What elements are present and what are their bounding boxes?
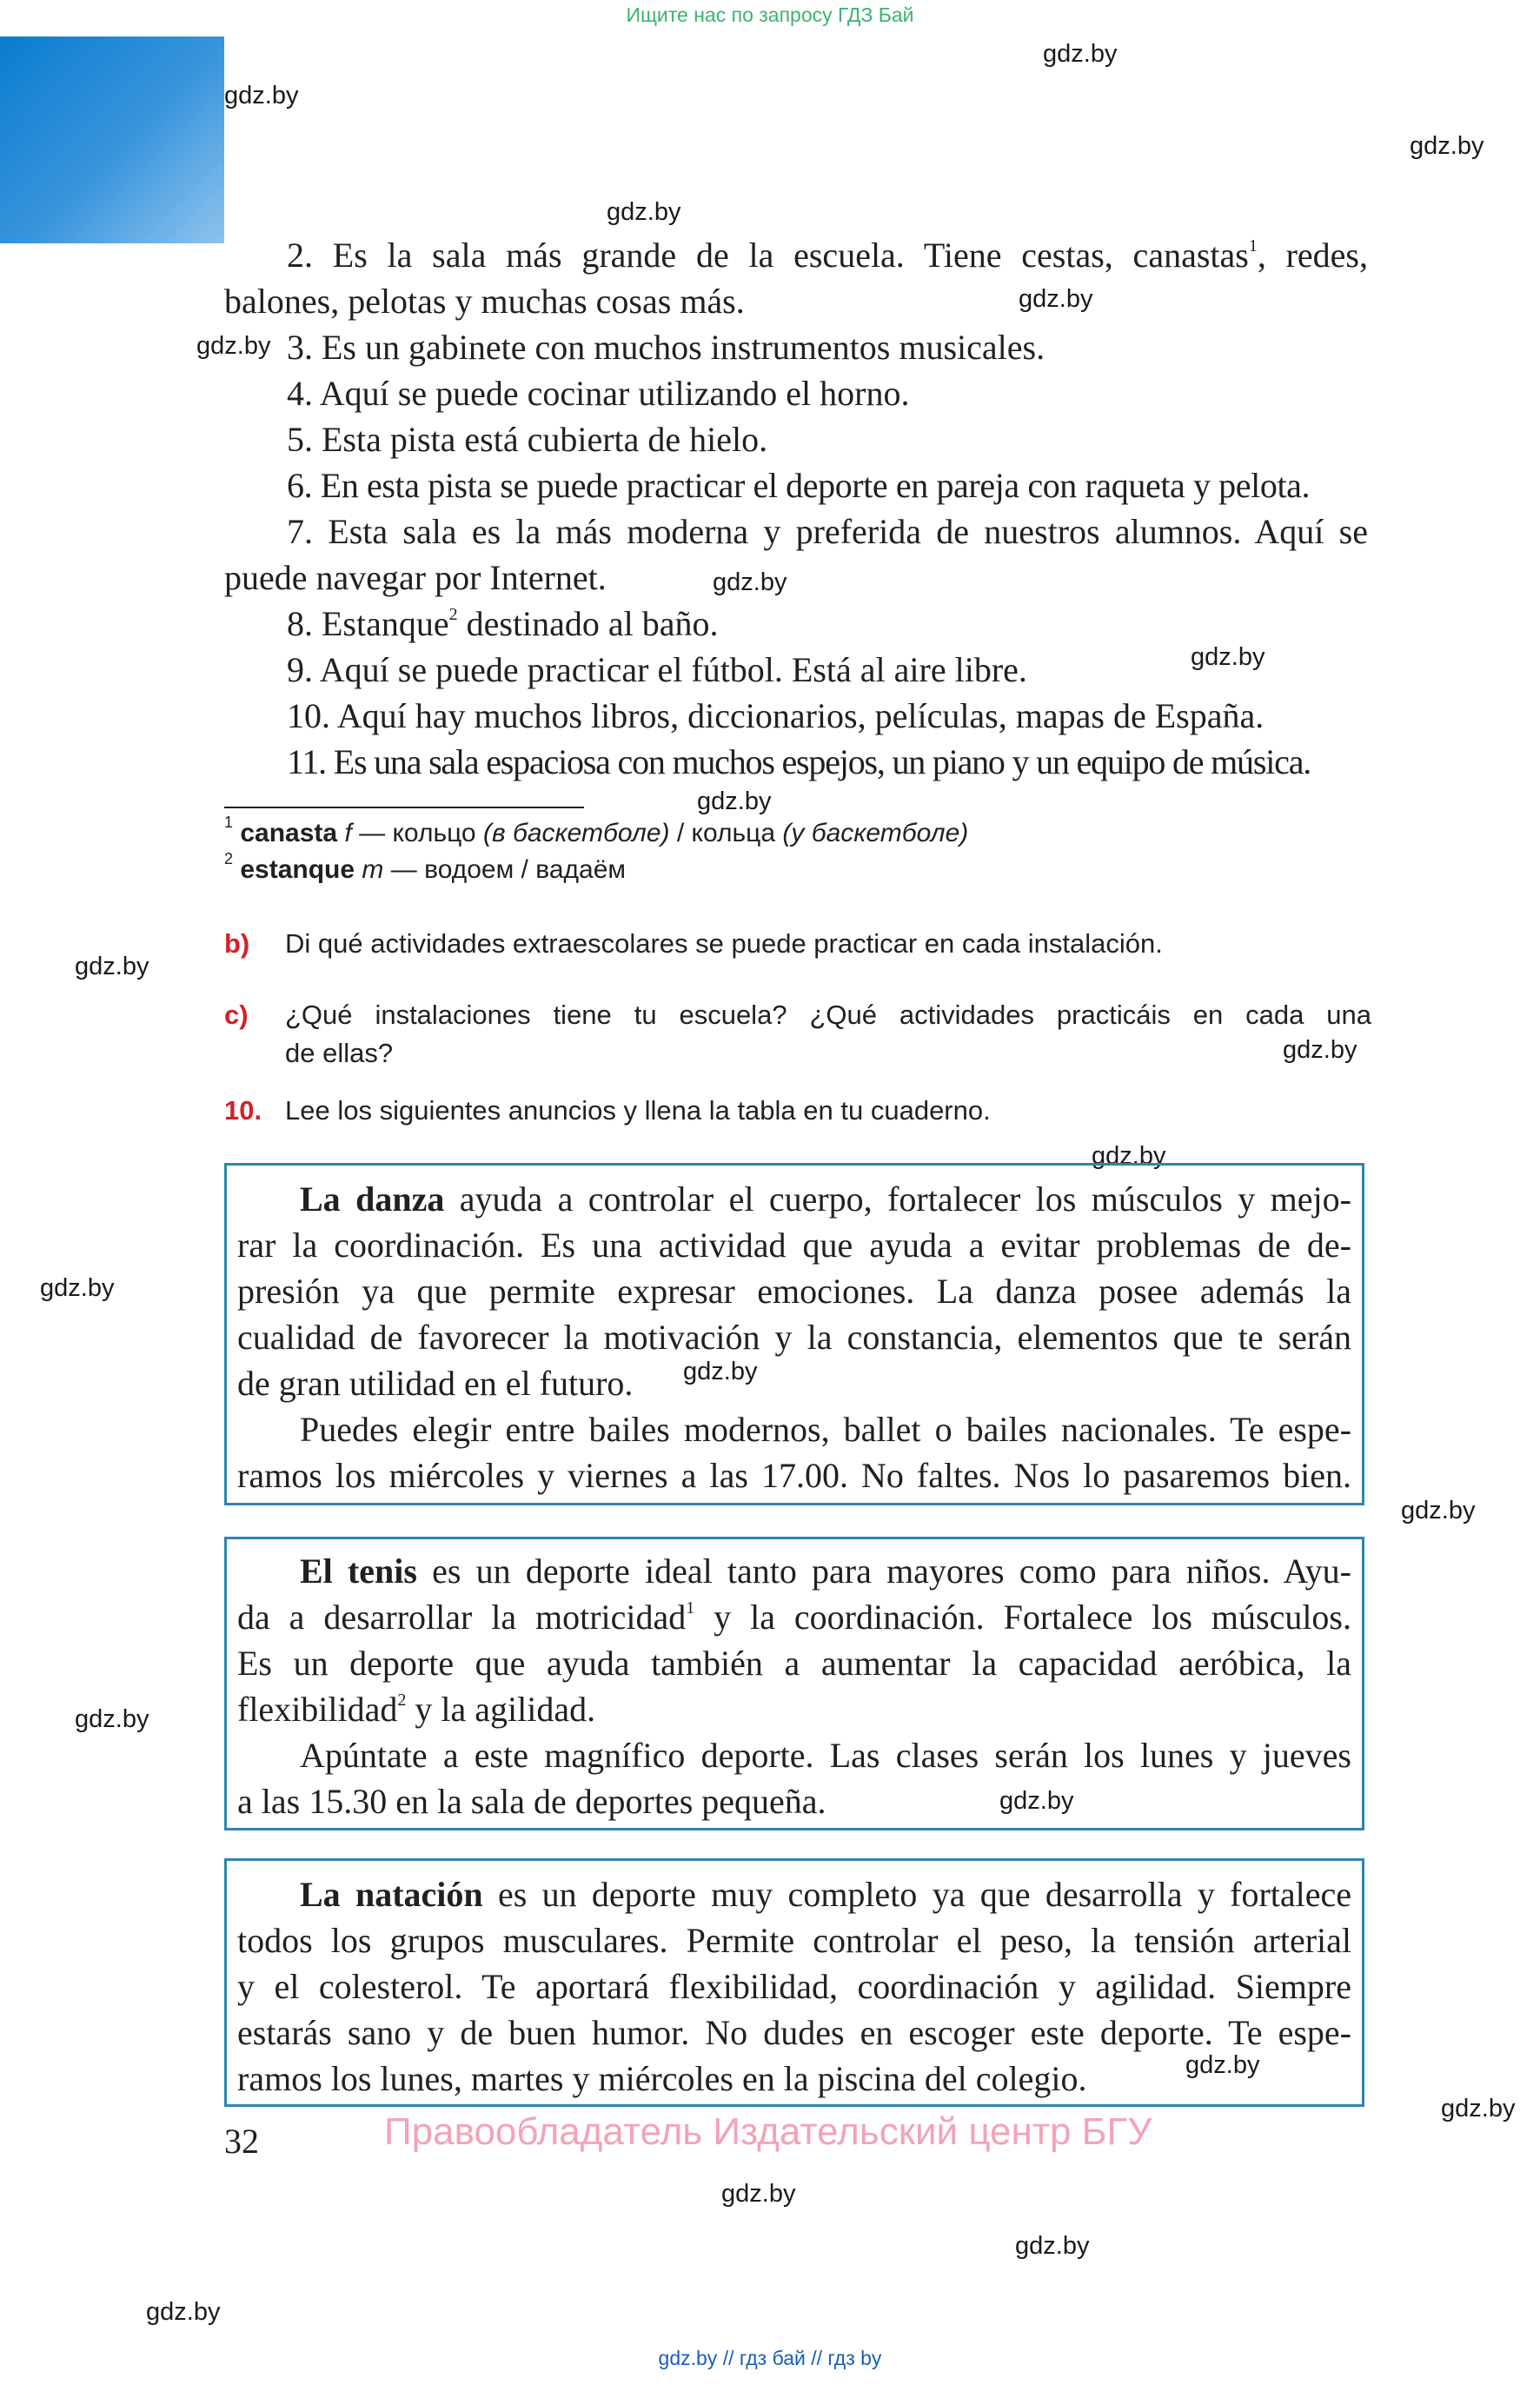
watermark: gdz.by <box>1410 132 1484 160</box>
question-c: c) ¿Qué instalaciones tiene tu escuela? ¿Qué actividades practicáis en cada una de ellas? <box>224 1000 1371 1068</box>
watermark: gdz.by <box>1185 2051 1260 2079</box>
box-line: flexibilidad$^2$ y la agilidad. <box>237 1690 596 1729</box>
watermark: gdz.by <box>1191 643 1265 671</box>
watermark: gdz.by <box>1019 285 1093 313</box>
page-number: 32 <box>224 2122 259 2161</box>
bottom-links[interactable]: gdz.by // гдз бай // гдз by <box>658 2347 882 2369</box>
watermark: gdz.by <box>75 1705 149 1733</box>
question-label: b) <box>224 928 250 959</box>
box-line: Apúntate a este magnífico deporte. Las clases serán los lunes y jueves <box>300 1736 1351 1775</box>
watermark: gdz.by <box>999 1787 1074 1815</box>
footnote-2: $^2$ estanque m — водоем / вадаём <box>224 849 627 884</box>
watermark: gdz.by <box>697 787 772 815</box>
announcement-danza <box>224 1163 1364 1505</box>
box-line: presión ya que permite expresar emociones. La danza posee además la <box>237 1272 1351 1311</box>
question-label: c) <box>224 1000 249 1030</box>
box-line: ramos los miércoles y viernes a las 17.00. No faltes. Nos lo pasaremos bien. <box>237 1456 1351 1495</box>
box-line: y el colesterol. Te aportará flexibilidad, coordinación y agilidad. Siempre <box>237 1967 1351 2006</box>
box-line: La natación es un deporte muy completo ya que desarrolla y fortalece <box>300 1875 1352 1914</box>
watermark: gdz.by <box>1092 1142 1166 1170</box>
watermark: gdz.by <box>75 953 149 980</box>
watermark: gdz.by <box>1441 2095 1516 2123</box>
list-item-7-line-1: 7. Esta sala es la más moderna y preferida de nuestros alumnos. Aquí se <box>287 512 1368 551</box>
watermark: gdz.by <box>196 332 271 360</box>
watermark: gdz.by <box>224 82 299 110</box>
list-item-7-line-2: puede navegar por Internet. <box>224 558 607 597</box>
box-line: La danza ayuda a controlar el cuerpo, fortalecer los músculos y mejo- <box>300 1179 1351 1219</box>
box-line: Es un deporte que ayuda también a aumentar la capacidad aeróbica, la <box>237 1644 1351 1683</box>
list-item: 10. Aquí hay muchos libros, diccionarios, películas, mapas de España. <box>287 696 1265 735</box>
list-item: 11. Es una sala espaciosa con muchos espejos, un piano y un equipo de música. <box>287 742 1311 781</box>
list-item: 6. En esta pista se puede practicar el deporte en pareja con raqueta y pelota. <box>287 466 1311 505</box>
watermark: gdz.by <box>40 1274 115 1302</box>
box-line: Puedes elegir entre bailes modernos, ballet o bailes nacionales. Te espe- <box>300 1410 1351 1449</box>
list-item: 8. Estanque$^2$ destinado al baño. <box>287 604 719 643</box>
watermark: gdz.by <box>721 2180 796 2208</box>
box-line: a las 15.30 en la sala de deportes pequeña. <box>237 1782 826 1821</box>
list-item-2-line-1: 2. Es la sala más grande de la escuela. Tiene cestas, canastas$^1$, redes, <box>287 236 1368 275</box>
question-b: b) Di qué actividades extraescolares se puede practicar en cada instalación. <box>224 928 1163 959</box>
exercise-10: 10. Lee los siguientes anuncios y llena la tabla en tu cuaderno. <box>224 1095 991 1126</box>
watermark: gdz.by <box>1043 40 1118 68</box>
box-line: cualidad de favorecer la motivación y la constancia, elementos que te serán <box>237 1318 1351 1357</box>
exercise-number: 10. <box>224 1095 262 1126</box>
list-item: 3. Es un gabinete con muchos instrumentos musicales. <box>287 328 1045 367</box>
watermark: gdz.by <box>1283 1036 1357 1064</box>
box-line: ramos los lunes, martes y miércoles en la piscina del colegio. <box>237 2059 1087 2098</box>
box-line: El tenis es un deporte ideal tanto para mayores como para niños. Ayu- <box>300 1551 1352 1591</box>
footnote-divider <box>224 807 584 808</box>
list-item: 9. Aquí se puede practicar el fútbol. Está al aire libre. <box>287 650 1027 689</box>
top-banner-link[interactable]: Ищите нас по запросу ГДЗ Бай <box>626 3 914 26</box>
box-line: de gran utilidad en el futuro. <box>237 1364 634 1403</box>
watermark: gdz.by <box>1401 1497 1476 1525</box>
list-item: 4. Aquí se puede cocinar utilizando el horno. <box>287 374 910 413</box>
footnote-1: $^1$ canasta f — кольцо (в баскетболе) / кольца (у баскетболе) <box>224 813 969 847</box>
box-line: rar la coordinación. Es una actividad que ayuda a evitar problemas de de- <box>237 1226 1351 1265</box>
box-line: estarás sano y de buen humor. No dudes en escoger este deporte. Te espe- <box>237 2013 1351 2052</box>
watermark: gdz.by <box>1015 2232 1090 2260</box>
watermark: gdz.by <box>713 568 787 596</box>
watermark: gdz.by <box>683 1358 758 1385</box>
copyright-notice: Правообладатель Издательский центр БГУ <box>384 2110 1152 2153</box>
box-line: da a desarrollar la motricidad$^1$ y la coordinación. Fortalece los músculos. <box>237 1598 1352 1637</box>
watermark: gdz.by <box>146 2298 221 2326</box>
list-item-2-line-2: balones, pelotas y muchas cosas más. <box>224 282 745 321</box>
corner-color-block <box>0 37 224 243</box>
facilities-list <box>224 232 1368 785</box>
watermark: gdz.by <box>607 198 681 226</box>
announcement-natacion <box>224 1858 1364 2107</box>
list-item: 5. Esta pista está cubierta de hielo. <box>287 420 768 459</box>
announcement-tenis <box>224 1537 1364 1830</box>
box-line: todos los grupos musculares. Permite controlar el peso, la tensión arterial <box>237 1921 1351 1960</box>
